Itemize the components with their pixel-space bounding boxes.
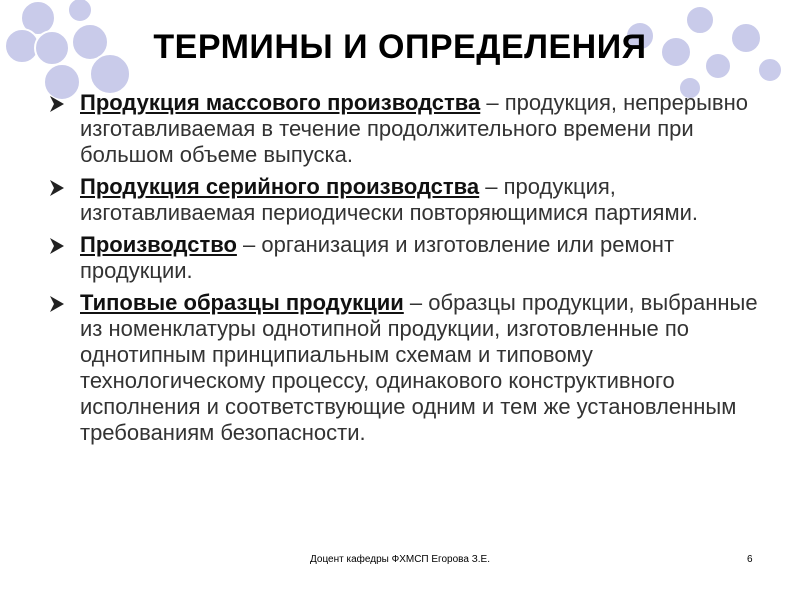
definitions-list [46,90,762,452]
list-item [46,174,762,226]
page-number: 6 [747,554,753,565]
term: Продукция серийного производства [80,174,480,199]
definition: – образцы продукции, выбранные из номенклатуры однотипной продукции, изготовленные по однотипным принципиальным схемам и типовому технологическому процессу, одинакового конструктивного исполнения и соответствующие одним и тем же установленным требованиям безопасности. [80,290,758,445]
list-item [46,290,762,446]
definition: – продукция, изготавливаемая периодически повторяющимися партиями. [80,174,698,225]
arrow-bullet-icon [48,95,66,113]
list-item [46,232,762,284]
footer-author: Доцент кафедры ФХМСП Егорова З.Е. [310,554,490,565]
term: Продукция массового производства [80,90,481,115]
term: Типовые образцы продукции [80,290,404,315]
definition: – организация и изготовление или ремонт продукции. [80,232,675,283]
slide-title: ТЕРМИНЫ И ОПРЕДЕЛЕНИЯ [153,28,647,66]
arrow-bullet-icon [48,237,66,255]
list-item [46,90,762,168]
definition: – продукция, непрерывно изготавливаемая в течение продолжительного времени при большом объеме выпуска. [80,90,749,167]
arrow-bullet-icon [48,179,66,197]
arrow-bullet-icon [48,295,66,313]
term: Производство [80,232,237,257]
